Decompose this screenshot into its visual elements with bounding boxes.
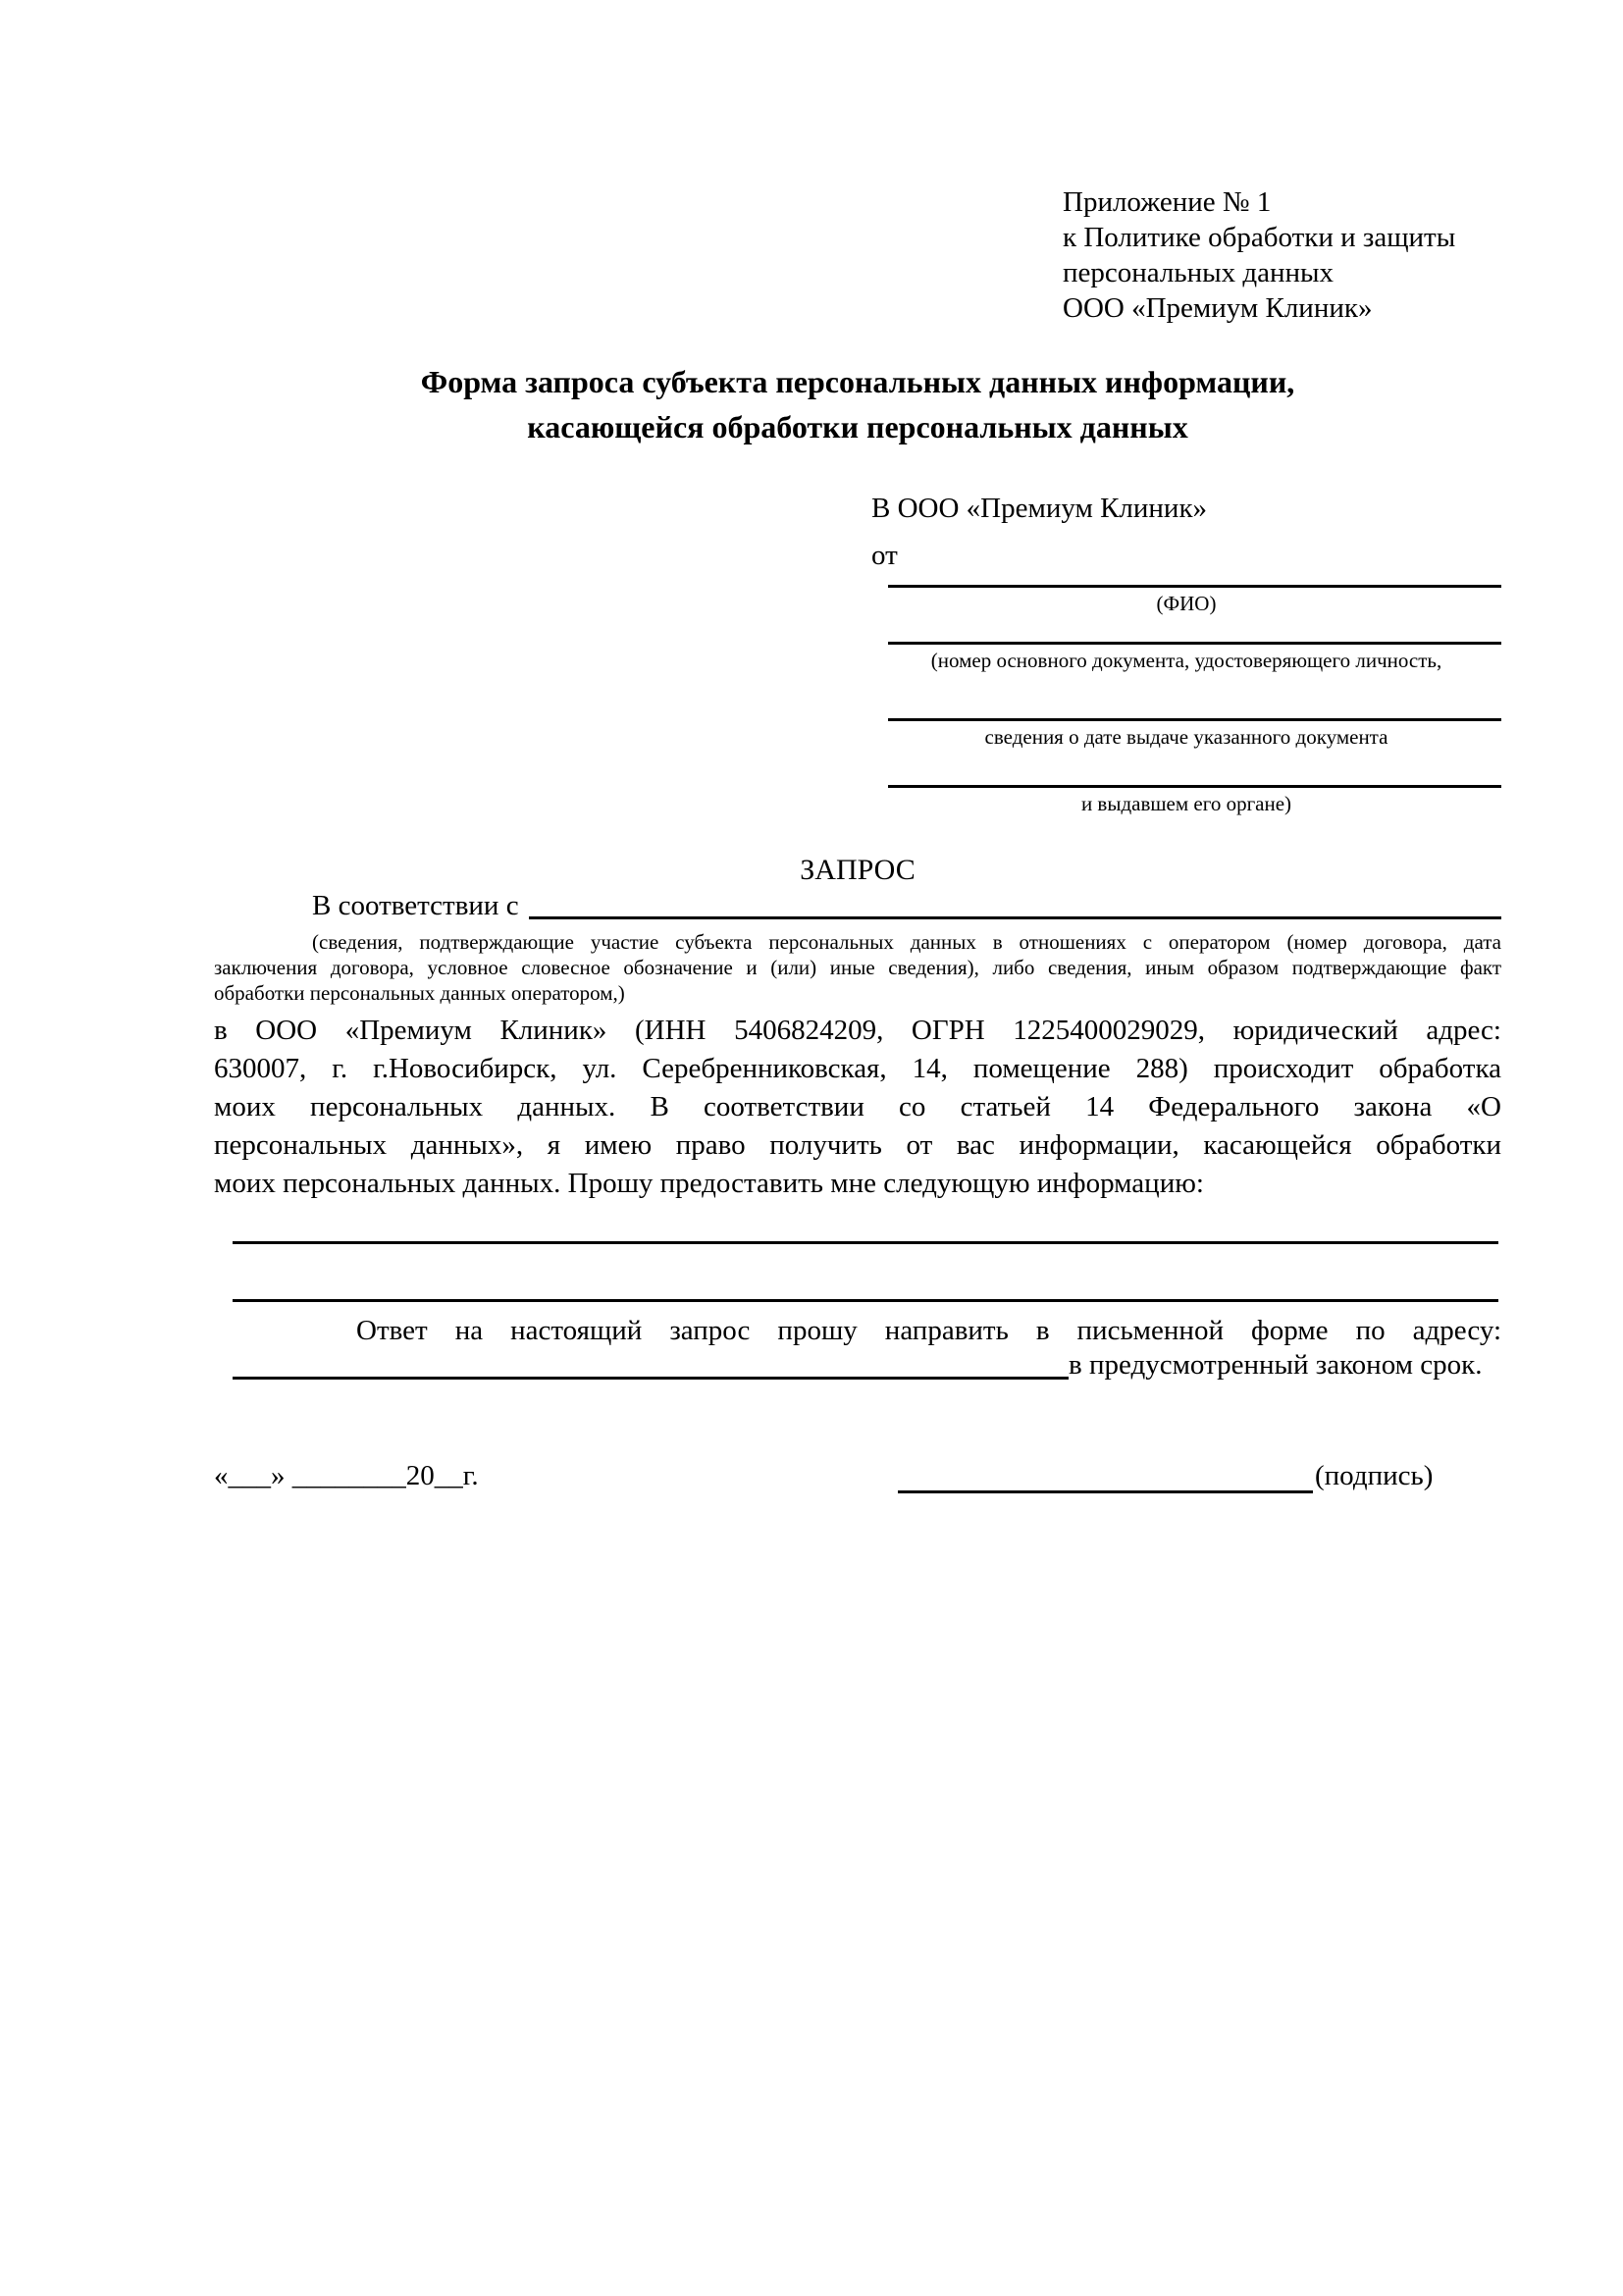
issue-date-caption: сведения о дате выдаче указанного документа bbox=[984, 725, 1388, 749]
body-line: 630007, г. г.Новосибирск, ул. Серебренниковская, 14, помещение 288) происходит обработка bbox=[214, 1053, 1501, 1084]
reply-deadline-text: в предусмотренный законом срок. bbox=[1069, 1349, 1483, 1381]
appendix-line: к Политике обработки и защиты bbox=[1063, 222, 1456, 253]
issuing-authority-caption: и выдавшем его органе) bbox=[1080, 792, 1292, 815]
issuing-authority-blank-line bbox=[888, 785, 1501, 788]
request-body bbox=[214, 1012, 1501, 1203]
issue-date-blank-line bbox=[888, 718, 1501, 721]
body-line: моих персональных данных. Прошу предоставить мне следующую информацию: bbox=[214, 1168, 1204, 1199]
footnote bbox=[214, 929, 1501, 1006]
appendix-line: Приложение № 1 bbox=[1063, 186, 1272, 218]
title-line: касающейся обработки персональных данных bbox=[527, 409, 1188, 444]
signature-blank-line bbox=[898, 1458, 1313, 1493]
document-number-blank-line bbox=[888, 642, 1501, 645]
document-title bbox=[214, 359, 1501, 449]
date-blank: «___» ________20__г. bbox=[214, 1460, 479, 1491]
compliance-intro-label: В соответствии с bbox=[312, 890, 519, 921]
document-number-caption: (номер основного документа, удостоверяющего личность, bbox=[930, 649, 1442, 672]
appendix-header bbox=[1063, 184, 1455, 326]
address-blank-line bbox=[233, 1377, 1069, 1380]
appendix-line: персональных данных bbox=[1063, 257, 1335, 288]
body-line: персональных данных», я имею право получить от вас информации, касающейся обработки bbox=[214, 1129, 1501, 1161]
body-line: в ООО «Премиум Клиник» (ИНН 5406824209, ОГРН 1225400029029, юридический адрес: bbox=[214, 1015, 1501, 1046]
fio-blank-line bbox=[888, 585, 1501, 588]
fio-caption: (ФИО) bbox=[1156, 592, 1217, 615]
footnote-line: (сведения, подтверждающие участие субъекта персональных данных в отношениях с оператором (номер договора, дата bbox=[312, 930, 1501, 954]
reply-request-text: Ответ на настоящий запрос прошу направить в письменной форме по адресу: bbox=[356, 1315, 1501, 1346]
compliance-intro-row bbox=[214, 888, 1501, 923]
info-blank-line-1 bbox=[233, 1241, 1498, 1244]
addressee-block bbox=[871, 491, 1501, 816]
body-line: моих персональных данных. В соответствии со статьей 14 Федерального закона «О bbox=[214, 1091, 1501, 1122]
signature-caption: (подпись) bbox=[1315, 1460, 1434, 1491]
request-heading: ЗАПРОС bbox=[800, 854, 916, 886]
footnote-line: обработки персональных данных оператором,) bbox=[214, 981, 625, 1005]
fio-field bbox=[871, 585, 1501, 616]
info-blank-line-2 bbox=[233, 1299, 1498, 1302]
document-number-field bbox=[871, 642, 1501, 673]
issuing-authority-field bbox=[871, 785, 1501, 816]
footnote-line: заключения договора, условное словесное обозначение и (или) иные сведения), либо сведения, иным образом подтверждающие факт bbox=[214, 956, 1501, 979]
issue-date-field bbox=[871, 718, 1501, 750]
addressee-org: В ООО «Премиум Клиник» bbox=[871, 493, 1208, 524]
appendix-line: ООО «Премиум Клиник» bbox=[1063, 292, 1373, 324]
from-label: от bbox=[871, 540, 898, 571]
document-content bbox=[214, 0, 1501, 2296]
reply-address-row bbox=[214, 1346, 1501, 1384]
title-line: Форма запроса субъекта персональных данных информации, bbox=[420, 364, 1295, 399]
compliance-blank-line bbox=[529, 916, 1501, 919]
signature-row bbox=[214, 1458, 1501, 1503]
